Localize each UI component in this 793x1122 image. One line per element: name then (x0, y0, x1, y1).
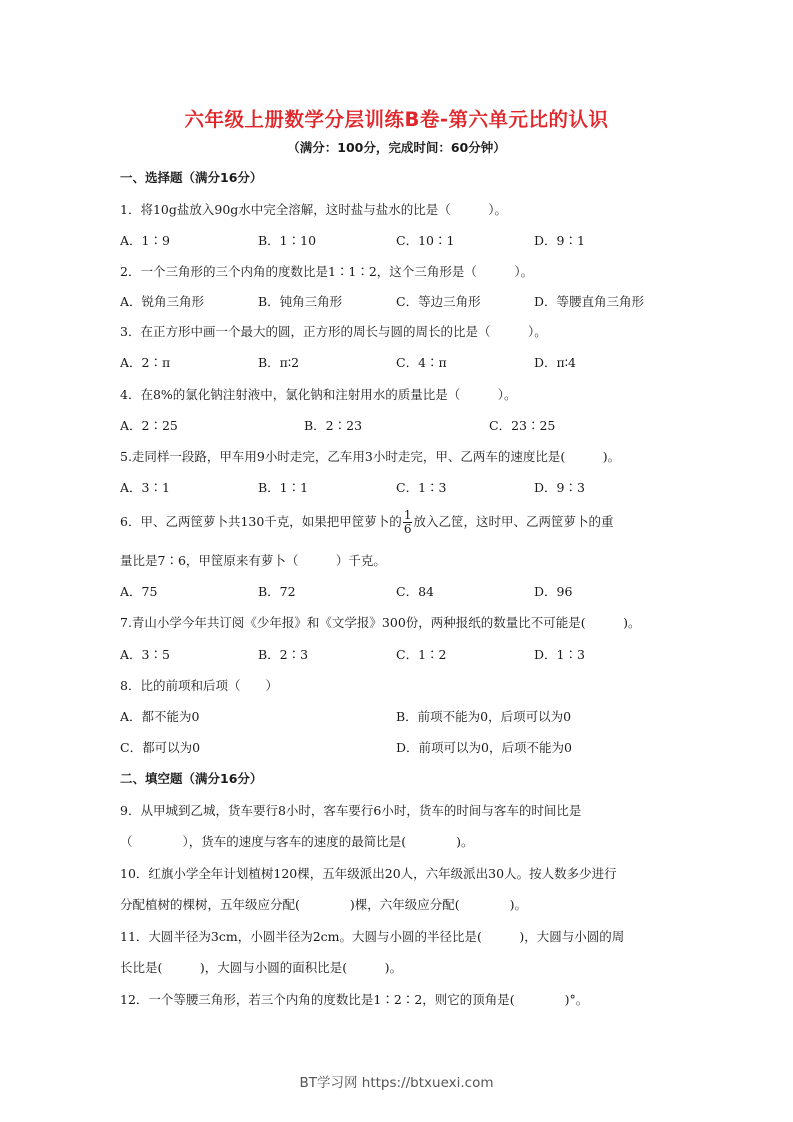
question-1: 1．将10g盐放入90g水中完全溶解，这时盐与盐水的比是（ ）。 (120, 202, 508, 217)
footer-watermark: BT学习网 https://btxuexi.com (299, 1075, 494, 1091)
q4-option-c: C．23∶25 (489, 418, 556, 433)
q5-option-d: D．9∶3 (534, 480, 585, 495)
question-2: 2．一个三角形的三个内角的度数比是1∶1∶2，这个三角形是（ ）。 (120, 264, 534, 279)
q8-option-c: C．都可以为0 (120, 740, 201, 755)
question-6 (120, 509, 613, 536)
q1-option-b: B．1∶10 (258, 233, 317, 248)
q4-option-b: B．2∶23 (304, 418, 363, 433)
question-11-line-2: 长比是( )，大圆与小圆的面积比是( )。 (120, 960, 403, 975)
q4-option-a: A．2∶25 (120, 418, 178, 433)
q2-option-d: D．等腰直角三角形 (534, 294, 645, 309)
q5-option-b: B．1∶1 (258, 480, 309, 495)
q2-option-c: C．等边三角形 (396, 294, 481, 309)
q3-option-b: B．π∶2 (258, 355, 300, 370)
q3-option-c: C．4∶π (396, 355, 447, 370)
section-heading-fill-blank: 二、填空题（满分16分） (120, 771, 263, 786)
fraction-one-sixth (403, 509, 413, 536)
q6-option-c: C．84 (396, 584, 434, 599)
q8-option-a: A．都不能为0 (120, 709, 200, 724)
question-6-line-2: 量比是7∶6，甲筐原来有萝卜（ ）千克。 (120, 553, 386, 568)
q5-option-c: C．1∶3 (396, 480, 447, 495)
q8-option-b: B．前项不能为0，后项可以为0 (396, 709, 572, 724)
q3-option-a: A．2∶π (120, 355, 171, 370)
question-3: 3．在正方形中画一个最大的圆，正方形的周长与圆的周长的比是（ ）。 (120, 324, 547, 339)
question-5: 5.走同样一段路，甲车用9小时走完，乙车用3小时走完，甲、乙两车的速度比是( )。 (120, 449, 621, 464)
q7-option-a: A．3∶5 (120, 647, 170, 662)
question-4: 4．在8%的氯化钠注射液中，氯化钠和注射用水的质量比是（ ）。 (120, 387, 517, 402)
question-9-line-2: （ ），货车的速度与客车的速度的最简比是( )。 (120, 834, 474, 849)
question-12: 12．一个等腰三角形，若三个内角的度数比是1∶2∶2，则它的顶角是( )°。 (120, 992, 589, 1007)
question-9-line-1: 9．从甲城到乙城，货车要行8小时，客车要行6小时，货车的时间与客车的时间比是 (120, 803, 582, 818)
q6-option-d: D．96 (534, 584, 573, 599)
q6-option-a: A．75 (120, 584, 158, 599)
q7-option-d: D．1∶3 (534, 647, 585, 662)
fraction-denominator: 6 (403, 522, 412, 536)
q2-option-a: A．锐角三角形 (120, 294, 205, 309)
question-11-line-1: 11．大圆半径为3cm，小圆半径为2cm。大圆与小圆的半径比是( )，大圆与小圆的周 (120, 929, 625, 944)
q7-option-c: C．1∶2 (396, 647, 447, 662)
fraction-numerator: 1 (403, 508, 412, 522)
section-heading-choice: 一、选择题（满分16分） (120, 170, 263, 185)
q5-option-a: A．3∶1 (120, 480, 170, 495)
question-7: 7.青山小学今年共订阅《少年报》和《文学报》300份，两种报纸的数量比不可能是( )。 (120, 615, 641, 630)
page-subtitle: （满分：100分，完成时间：60分钟） (287, 140, 506, 155)
question-10-line-2: 分配植树的棵树，五年级应分配( )棵，六年级应分配( )。 (120, 897, 528, 912)
page-title: 六年级上册数学分层训练B卷-第六单元比的认识 (184, 108, 609, 131)
q3-option-d: D．π∶4 (534, 355, 576, 370)
q7-option-b: B．2∶3 (258, 647, 309, 662)
q6-text-start: 6．甲、乙两筐萝卜共130千克，如果把甲筐萝卜的 (120, 514, 402, 529)
q6-option-b: B．72 (258, 584, 296, 599)
q1-option-a: A．1∶9 (120, 233, 170, 248)
question-8: 8．比的前项和后项（ ） (120, 678, 278, 693)
q1-option-d: D．9∶1 (534, 233, 585, 248)
q1-option-c: C．10∶1 (396, 233, 455, 248)
q2-option-b: B．钝角三角形 (258, 294, 343, 309)
q8-option-d: D．前项可以为0，后项不能为0 (396, 740, 572, 755)
question-10-line-1: 10．红旗小学全年计划植树120棵，五年级派出20人，六年级派出30人。按人数多少进行 (120, 866, 617, 881)
q6-text-end: 放入乙筐，这时甲、乙两筐萝卜的重 (413, 514, 614, 529)
